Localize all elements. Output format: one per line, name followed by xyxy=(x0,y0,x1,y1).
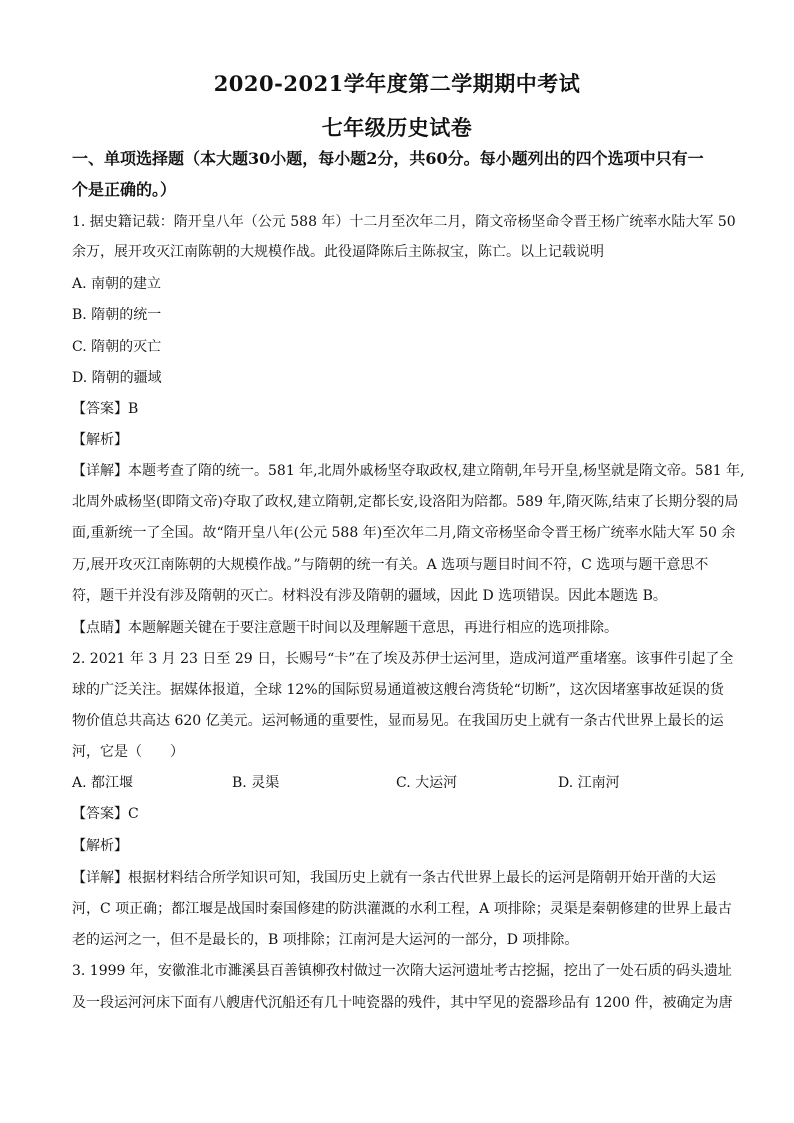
q1-detail-line-5: 符，题干并没有涉及隋朝的灭亡。材料没有涉及隋朝的疆域，因此 D 选项错误。因此本题选 B。 xyxy=(72,588,667,604)
section-heading-line-1: 一、单项选择题（本大题30小题，每小题2分，共60分。每小题列出的四个选项中只有一 xyxy=(72,149,704,168)
q1-detail-line-2: 北周外戚杨坚(即隋文帝)夺取了政权,建立隋朝,定都长安,设洛阳为陪都。589 年,隋灭陈,结束了长期分裂的局 xyxy=(72,494,739,510)
q1-analysis-label: 【解析】 xyxy=(72,432,128,448)
q1-detail-line-4: 万,展开攻灭江南陈朝的大规模作战。”与隋朝的统一有关。A 选项与题目时间不符，C 选项与题干意思不 xyxy=(72,557,709,573)
q2-detail-line-3: 老的运河之一，但不是最长的，B 项排除；江南河是大运河的一部分，D 项排除。 xyxy=(72,932,579,948)
exam-title: 2020-2021学年度第二学期期中考试 xyxy=(213,71,581,96)
q1-stem-line-1: 1. 据史籍记载：隋开皇八年（公元 588 年）十二月至次年二月，隋文帝杨坚命令晋王杨广统率水陆大军 50 xyxy=(72,214,736,230)
q2-stem-line-3: 物价值总共高达 620 亿美元。运河畅通的重要性，显而易见。在我国历史上就有一条古代世界上最长的运 xyxy=(72,713,724,729)
q2-detail-line-1: 【详解】根据材料结合所学知识可知，我国历史上就有一条古代世界上最长的运河是隋朝开始开凿的大运 xyxy=(72,870,716,886)
q2-option-c: C. 大运河 xyxy=(396,775,458,791)
q3-stem-line-2: 及一段运河河床下面有八艘唐代沉船还有几十吨瓷器的残件，其中罕见的瓷器珍品有 1200 件，被确定为唐 xyxy=(72,995,733,1011)
q1-option-b: B. 隋朝的统一 xyxy=(72,307,162,323)
q1-option-a: A. 南朝的建立 xyxy=(72,276,162,292)
q3-stem-line-1: 3. 1999 年，安徽淮北市濉溪县百善镇柳孜村做过一次隋大运河遗址考古挖掘，挖出了一处石质的码头遗址 xyxy=(72,963,732,979)
q1-option-c: C. 隋朝的灭亡 xyxy=(72,339,162,355)
q1-answer: 【答案】B xyxy=(72,401,139,417)
exam-subtitle: 七年级历史试卷 xyxy=(321,115,473,140)
q2-detail-line-2: 河，C 项正确；都江堰是战国时秦国修建的防洪灌溉的水利工程，A 项排除；灵渠是秦朝修建的世界上最古 xyxy=(72,901,732,917)
q2-option-a: A. 都江堰 xyxy=(72,775,134,791)
q2-option-d: D. 江南河 xyxy=(558,775,620,791)
q2-stem-line-4: 河，它是（ ） xyxy=(72,744,184,760)
q1-detail-line-3: 面,重新统一了全国。故“隋开皇八年(公元 588 年)至次年二月,隋文帝杨坚命令晋王杨广统率水陆大军 50 余 xyxy=(72,525,736,541)
q2-stem-line-1: 2. 2021 年 3 月 23 日至 29 日，长赐号“卡”在了埃及苏伊士运河里，造成河道严重堵塞。该事件引起了全 xyxy=(72,651,734,667)
q1-detail-line-1: 【详解】本题考查了隋的统一。581 年,北周外戚杨坚夺取政权,建立隋朝,年号开皇,杨坚就是隋文帝。581 年, xyxy=(72,463,745,479)
q2-option-b: B. 灵渠 xyxy=(232,775,280,791)
q2-analysis-label: 【解析】 xyxy=(72,838,128,854)
q2-answer: 【答案】C xyxy=(72,806,139,822)
section-heading-line-2: 个是正确的。） xyxy=(72,180,177,199)
q1-stem-line-2: 余万，展开攻灭江南陈朝的大规模作战。此役逼降陈后主陈叔宝，陈亡。以上记载说明 xyxy=(72,244,604,260)
q1-point: 【点睛】本题解题关键在于要注意题干时间以及理解题干意思，再进行相应的选项排除。 xyxy=(72,620,618,636)
q2-stem-line-2: 球的广泛关注。据媒体报道，全球 12%的国际贸易通道被这艘台湾货轮“切断”，这次因堵塞事故延误的货 xyxy=(72,682,724,698)
q1-option-d: D. 隋朝的疆域 xyxy=(72,370,162,386)
